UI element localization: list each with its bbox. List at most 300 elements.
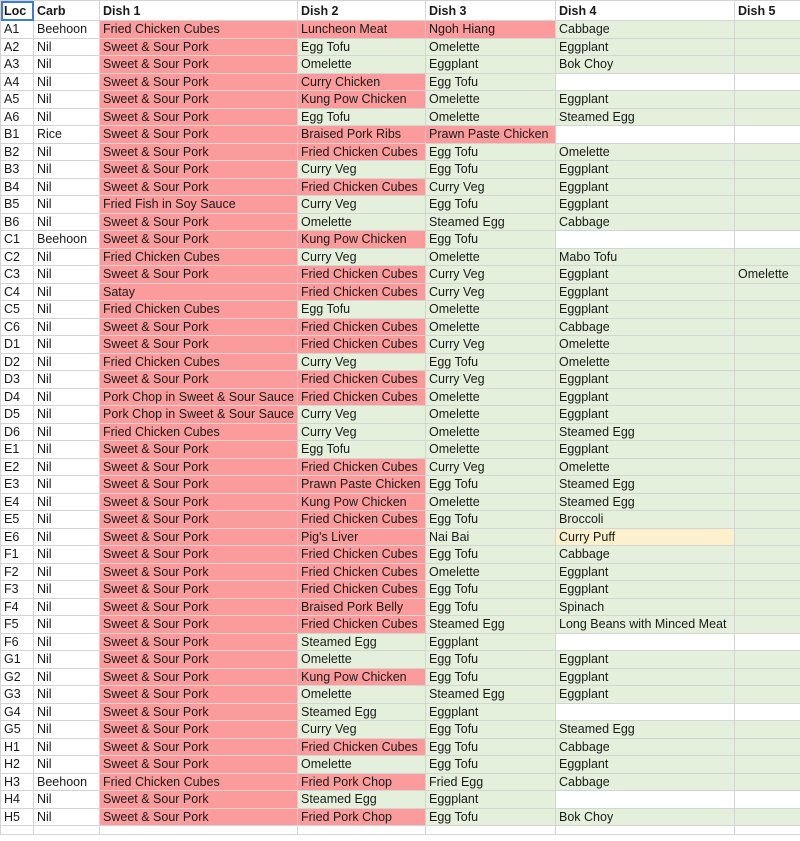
cell-loc[interactable]: G3 xyxy=(1,686,34,704)
cell-dish-1[interactable]: Fried Chicken Cubes xyxy=(100,353,298,371)
cell-carb[interactable]: Nil xyxy=(34,301,100,319)
cell-dish-3[interactable]: Egg Tofu xyxy=(426,73,556,91)
cell-dish-2[interactable]: Egg Tofu xyxy=(298,38,426,56)
cell-carb[interactable]: Nil xyxy=(34,808,100,826)
cell-dish-5[interactable] xyxy=(735,686,800,704)
cell-dish-2[interactable]: Curry Veg xyxy=(298,161,426,179)
cell-dish-2[interactable]: Fried Chicken Cubes xyxy=(298,738,426,756)
cell-dish-5[interactable] xyxy=(735,738,800,756)
cell-dish-2[interactable]: Kung Pow Chicken xyxy=(298,91,426,109)
cell-dish-4[interactable]: Omelette xyxy=(556,458,735,476)
cell-carb[interactable]: Nil xyxy=(34,476,100,494)
cell-loc[interactable]: F6 xyxy=(1,633,34,651)
cell-loc[interactable]: F1 xyxy=(1,546,34,564)
cell-carb[interactable]: Nil xyxy=(34,493,100,511)
cell-dish-3[interactable]: Egg Tofu xyxy=(426,161,556,179)
header-cell-dish-4[interactable]: Dish 4 xyxy=(556,1,735,21)
header-cell-dish-2[interactable]: Dish 2 xyxy=(298,1,426,21)
cell-dish-5[interactable] xyxy=(735,371,800,389)
cell-carb[interactable]: Nil xyxy=(34,458,100,476)
cell-dish-5[interactable] xyxy=(735,248,800,266)
cell-dish-4[interactable] xyxy=(556,231,735,249)
cell-loc[interactable]: B1 xyxy=(1,126,34,144)
cell-dish-4[interactable]: Eggplant xyxy=(556,283,735,301)
cell-dish-4[interactable]: Eggplant xyxy=(556,406,735,424)
cell-carb[interactable]: Nil xyxy=(34,248,100,266)
cell-loc[interactable]: C4 xyxy=(1,283,34,301)
cell-dish-2[interactable]: Curry Chicken xyxy=(298,73,426,91)
cell-dish-2[interactable]: Omelette xyxy=(298,651,426,669)
cell-dish-4[interactable]: Mabo Tofu xyxy=(556,248,735,266)
cell-loc[interactable]: E3 xyxy=(1,476,34,494)
cell-dish-3[interactable]: Steamed Egg xyxy=(426,616,556,634)
cell-dish-1[interactable]: Sweet & Sour Pork xyxy=(100,703,298,721)
cell-dish-5[interactable] xyxy=(735,213,800,231)
cell-loc[interactable]: E6 xyxy=(1,528,34,546)
cell-dish-1[interactable]: Fried Chicken Cubes xyxy=(100,248,298,266)
cell-loc[interactable]: A4 xyxy=(1,73,34,91)
cell-dish-4[interactable]: Eggplant xyxy=(556,388,735,406)
cell-dish-1[interactable]: Sweet & Sour Pork xyxy=(100,616,298,634)
cell-dish-3[interactable]: Curry Veg xyxy=(426,336,556,354)
cell-dish-1[interactable]: Sweet & Sour Pork xyxy=(100,563,298,581)
cell-dish-5[interactable] xyxy=(735,511,800,529)
cell-dish-5[interactable] xyxy=(735,563,800,581)
cell-dish-4[interactable]: Cabbage xyxy=(556,546,735,564)
cell-loc[interactable]: H5 xyxy=(1,808,34,826)
cell-dish-4[interactable]: Eggplant xyxy=(556,161,735,179)
cell-carb[interactable]: Nil xyxy=(34,56,100,74)
cell-dish-5[interactable] xyxy=(735,126,800,144)
cell-dish-4[interactable]: Steamed Egg xyxy=(556,108,735,126)
cell-dish-4[interactable] xyxy=(556,791,735,809)
header-cell-dish-3[interactable]: Dish 3 xyxy=(426,1,556,21)
cell-carb[interactable]: Nil xyxy=(34,213,100,231)
cell-loc[interactable]: A5 xyxy=(1,91,34,109)
cell-dish-4[interactable]: Steamed Egg xyxy=(556,493,735,511)
cell-dish-2[interactable]: Fried Chicken Cubes xyxy=(298,511,426,529)
cell-loc[interactable]: A3 xyxy=(1,56,34,74)
cell-dish-1[interactable]: Sweet & Sour Pork xyxy=(100,213,298,231)
cell-dish-2[interactable]: Curry Veg xyxy=(298,721,426,739)
cell-dish-4[interactable]: Bok Choy xyxy=(556,56,735,74)
cell-dish-5[interactable] xyxy=(735,773,800,791)
cell-dish-1[interactable]: Sweet & Sour Pork xyxy=(100,528,298,546)
cell-dish-2[interactable]: Fried Chicken Cubes xyxy=(298,458,426,476)
cell-dish-5[interactable] xyxy=(735,458,800,476)
header-cell-loc[interactable]: Loc xyxy=(1,1,34,21)
cell-dish-1[interactable]: Sweet & Sour Pork xyxy=(100,126,298,144)
cell-dish-1[interactable]: Sweet & Sour Pork xyxy=(100,371,298,389)
cell-dish-4[interactable]: Eggplant xyxy=(556,301,735,319)
cell-loc[interactable]: C2 xyxy=(1,248,34,266)
cell-dish-2[interactable]: Fried Chicken Cubes xyxy=(298,616,426,634)
cell-loc[interactable]: H3 xyxy=(1,773,34,791)
cell-dish-3[interactable]: Fried Egg xyxy=(426,773,556,791)
empty-cell[interactable] xyxy=(298,826,426,835)
cell-dish-1[interactable]: Fried Chicken Cubes xyxy=(100,21,298,39)
cell-dish-2[interactable]: Fried Pork Chop xyxy=(298,773,426,791)
cell-loc[interactable]: E4 xyxy=(1,493,34,511)
cell-dish-2[interactable]: Fried Chicken Cubes xyxy=(298,283,426,301)
cell-dish-5[interactable] xyxy=(735,143,800,161)
cell-dish-5[interactable] xyxy=(735,196,800,214)
cell-dish-1[interactable]: Sweet & Sour Pork xyxy=(100,546,298,564)
cell-dish-3[interactable]: Steamed Egg xyxy=(426,213,556,231)
cell-dish-5[interactable] xyxy=(735,178,800,196)
cell-carb[interactable]: Nil xyxy=(34,598,100,616)
cell-carb[interactable]: Nil xyxy=(34,686,100,704)
cell-dish-4[interactable] xyxy=(556,73,735,91)
cell-dish-2[interactable]: Curry Veg xyxy=(298,353,426,371)
cell-dish-2[interactable]: Omelette xyxy=(298,56,426,74)
cell-dish-4[interactable]: Steamed Egg xyxy=(556,423,735,441)
cell-carb[interactable]: Nil xyxy=(34,511,100,529)
cell-dish-3[interactable]: Egg Tofu xyxy=(426,738,556,756)
cell-loc[interactable]: E2 xyxy=(1,458,34,476)
cell-loc[interactable]: F3 xyxy=(1,581,34,599)
cell-dish-4[interactable]: Omelette xyxy=(556,336,735,354)
cell-dish-4[interactable]: Broccoli xyxy=(556,511,735,529)
cell-loc[interactable]: F5 xyxy=(1,616,34,634)
cell-carb[interactable]: Nil xyxy=(34,161,100,179)
cell-dish-4[interactable]: Steamed Egg xyxy=(556,476,735,494)
cell-carb[interactable]: Nil xyxy=(34,528,100,546)
cell-dish-5[interactable] xyxy=(735,388,800,406)
cell-dish-5[interactable] xyxy=(735,616,800,634)
cell-dish-3[interactable]: Ngoh Hiang xyxy=(426,21,556,39)
cell-dish-2[interactable]: Fried Chicken Cubes xyxy=(298,388,426,406)
cell-dish-4[interactable]: Eggplant xyxy=(556,581,735,599)
cell-dish-3[interactable]: Omelette xyxy=(426,406,556,424)
cell-dish-2[interactable]: Fried Pork Chop xyxy=(298,808,426,826)
cell-dish-5[interactable] xyxy=(735,73,800,91)
cell-carb[interactable]: Beehoon xyxy=(34,231,100,249)
cell-carb[interactable]: Nil xyxy=(34,738,100,756)
cell-dish-4[interactable]: Eggplant xyxy=(556,38,735,56)
cell-loc[interactable]: B3 xyxy=(1,161,34,179)
cell-dish-5[interactable]: Omelette xyxy=(735,266,800,284)
cell-loc[interactable]: A1 xyxy=(1,21,34,39)
cell-dish-3[interactable]: Steamed Egg xyxy=(426,686,556,704)
cell-dish-3[interactable]: Omelette xyxy=(426,441,556,459)
cell-dish-5[interactable] xyxy=(735,423,800,441)
cell-dish-3[interactable]: Curry Veg xyxy=(426,178,556,196)
cell-dish-2[interactable]: Luncheon Meat xyxy=(298,21,426,39)
cell-dish-1[interactable]: Sweet & Sour Pork xyxy=(100,178,298,196)
cell-dish-1[interactable]: Sweet & Sour Pork xyxy=(100,161,298,179)
cell-loc[interactable]: D4 xyxy=(1,388,34,406)
cell-dish-1[interactable]: Fried Chicken Cubes xyxy=(100,773,298,791)
cell-dish-2[interactable]: Omelette xyxy=(298,756,426,774)
cell-loc[interactable]: B5 xyxy=(1,196,34,214)
cell-dish-4[interactable]: Cabbage xyxy=(556,21,735,39)
cell-dish-2[interactable]: Egg Tofu xyxy=(298,441,426,459)
cell-dish-4[interactable]: Cabbage xyxy=(556,318,735,336)
cell-dish-2[interactable]: Fried Chicken Cubes xyxy=(298,178,426,196)
cell-dish-5[interactable] xyxy=(735,301,800,319)
cell-dish-3[interactable]: Eggplant xyxy=(426,703,556,721)
empty-cell[interactable] xyxy=(556,826,735,835)
cell-dish-1[interactable]: Sweet & Sour Pork xyxy=(100,598,298,616)
cell-dish-3[interactable]: Egg Tofu xyxy=(426,476,556,494)
cell-carb[interactable]: Nil xyxy=(34,441,100,459)
cell-loc[interactable]: C6 xyxy=(1,318,34,336)
cell-dish-5[interactable] xyxy=(735,353,800,371)
cell-dish-4[interactable]: Cabbage xyxy=(556,738,735,756)
cell-carb[interactable]: Rice xyxy=(34,126,100,144)
cell-dish-5[interactable] xyxy=(735,668,800,686)
cell-dish-2[interactable]: Fried Chicken Cubes xyxy=(298,546,426,564)
cell-loc[interactable]: H4 xyxy=(1,791,34,809)
cell-dish-3[interactable]: Omelette xyxy=(426,248,556,266)
cell-dish-4[interactable]: Omelette xyxy=(556,143,735,161)
cell-dish-3[interactable]: Omelette xyxy=(426,108,556,126)
cell-dish-1[interactable]: Sweet & Sour Pork xyxy=(100,56,298,74)
cell-dish-1[interactable]: Sweet & Sour Pork xyxy=(100,38,298,56)
cell-dish-1[interactable]: Sweet & Sour Pork xyxy=(100,73,298,91)
cell-dish-4[interactable]: Eggplant xyxy=(556,563,735,581)
cell-dish-2[interactable]: Steamed Egg xyxy=(298,703,426,721)
cell-dish-1[interactable]: Sweet & Sour Pork xyxy=(100,756,298,774)
cell-dish-3[interactable]: Egg Tofu xyxy=(426,651,556,669)
header-cell-carb[interactable]: Carb xyxy=(34,1,100,21)
cell-dish-3[interactable]: Omelette xyxy=(426,301,556,319)
cell-dish-1[interactable]: Sweet & Sour Pork xyxy=(100,91,298,109)
empty-cell[interactable] xyxy=(100,826,298,835)
cell-dish-5[interactable] xyxy=(735,808,800,826)
cell-dish-4[interactable]: Omelette xyxy=(556,353,735,371)
cell-dish-4[interactable]: Long Beans with Minced Meat xyxy=(556,616,735,634)
cell-dish-4[interactable]: Eggplant xyxy=(556,686,735,704)
cell-dish-3[interactable]: Egg Tofu xyxy=(426,231,556,249)
cell-carb[interactable]: Nil xyxy=(34,353,100,371)
cell-dish-4[interactable]: Cabbage xyxy=(556,773,735,791)
cell-dish-5[interactable] xyxy=(735,791,800,809)
cell-dish-5[interactable] xyxy=(735,56,800,74)
cell-dish-3[interactable]: Omelette xyxy=(426,493,556,511)
cell-carb[interactable]: Nil xyxy=(34,266,100,284)
cell-dish-1[interactable]: Sweet & Sour Pork xyxy=(100,633,298,651)
cell-loc[interactable]: A2 xyxy=(1,38,34,56)
cell-dish-3[interactable]: Egg Tofu xyxy=(426,353,556,371)
cell-carb[interactable]: Nil xyxy=(34,791,100,809)
header-cell-dish-5[interactable]: Dish 5 xyxy=(735,1,800,21)
cell-dish-5[interactable] xyxy=(735,581,800,599)
cell-carb[interactable]: Nil xyxy=(34,616,100,634)
cell-dish-5[interactable] xyxy=(735,441,800,459)
cell-dish-2[interactable]: Fried Chicken Cubes xyxy=(298,581,426,599)
cell-dish-2[interactable]: Egg Tofu xyxy=(298,301,426,319)
cell-loc[interactable]: C3 xyxy=(1,266,34,284)
cell-dish-4[interactable]: Curry Puff xyxy=(556,528,735,546)
cell-dish-4[interactable]: Spinach xyxy=(556,598,735,616)
cell-dish-3[interactable]: Omelette xyxy=(426,38,556,56)
cell-carb[interactable]: Nil xyxy=(34,143,100,161)
cell-carb[interactable]: Nil xyxy=(34,703,100,721)
cell-dish-5[interactable] xyxy=(735,721,800,739)
cell-carb[interactable]: Nil xyxy=(34,38,100,56)
cell-dish-2[interactable]: Omelette xyxy=(298,686,426,704)
cell-dish-1[interactable]: Sweet & Sour Pork xyxy=(100,791,298,809)
cell-loc[interactable]: H1 xyxy=(1,738,34,756)
cell-dish-4[interactable]: Bok Choy xyxy=(556,808,735,826)
cell-dish-2[interactable]: Fried Chicken Cubes xyxy=(298,318,426,336)
cell-dish-5[interactable] xyxy=(735,283,800,301)
cell-carb[interactable]: Nil xyxy=(34,721,100,739)
cell-dish-5[interactable] xyxy=(735,493,800,511)
cell-dish-3[interactable]: Egg Tofu xyxy=(426,668,556,686)
cell-dish-2[interactable]: Curry Veg xyxy=(298,423,426,441)
cell-carb[interactable]: Nil xyxy=(34,196,100,214)
cell-dish-2[interactable]: Curry Veg xyxy=(298,248,426,266)
cell-loc[interactable]: D5 xyxy=(1,406,34,424)
cell-dish-1[interactable]: Sweet & Sour Pork xyxy=(100,476,298,494)
cell-carb[interactable]: Beehoon xyxy=(34,21,100,39)
cell-dish-5[interactable] xyxy=(735,651,800,669)
cell-dish-2[interactable]: Curry Veg xyxy=(298,406,426,424)
cell-dish-5[interactable] xyxy=(735,756,800,774)
cell-carb[interactable]: Nil xyxy=(34,423,100,441)
cell-loc[interactable]: B4 xyxy=(1,178,34,196)
cell-dish-2[interactable]: Pig's Liver xyxy=(298,528,426,546)
cell-dish-1[interactable]: Sweet & Sour Pork xyxy=(100,651,298,669)
cell-dish-5[interactable] xyxy=(735,21,800,39)
cell-dish-2[interactable]: Fried Chicken Cubes xyxy=(298,266,426,284)
cell-dish-5[interactable] xyxy=(735,546,800,564)
cell-dish-4[interactable]: Steamed Egg xyxy=(556,721,735,739)
cell-dish-1[interactable]: Fried Chicken Cubes xyxy=(100,423,298,441)
cell-loc[interactable]: G1 xyxy=(1,651,34,669)
cell-dish-1[interactable]: Sweet & Sour Pork xyxy=(100,231,298,249)
cell-dish-2[interactable]: Steamed Egg xyxy=(298,791,426,809)
cell-dish-2[interactable]: Steamed Egg xyxy=(298,633,426,651)
cell-dish-1[interactable]: Sweet & Sour Pork xyxy=(100,266,298,284)
cell-loc[interactable]: C5 xyxy=(1,301,34,319)
cell-dish-3[interactable]: Nai Bai xyxy=(426,528,556,546)
cell-carb[interactable]: Nil xyxy=(34,371,100,389)
cell-dish-3[interactable]: Egg Tofu xyxy=(426,546,556,564)
cell-dish-2[interactable]: Fried Chicken Cubes xyxy=(298,563,426,581)
cell-loc[interactable]: D1 xyxy=(1,336,34,354)
cell-dish-3[interactable]: Egg Tofu xyxy=(426,721,556,739)
cell-loc[interactable]: B6 xyxy=(1,213,34,231)
cell-carb[interactable]: Nil xyxy=(34,633,100,651)
cell-dish-4[interactable]: Eggplant xyxy=(556,196,735,214)
cell-dish-4[interactable]: Eggplant xyxy=(556,178,735,196)
cell-dish-2[interactable]: Braised Pork Ribs xyxy=(298,126,426,144)
header-cell-dish-1[interactable]: Dish 1 xyxy=(100,1,298,21)
empty-cell[interactable] xyxy=(34,826,100,835)
cell-dish-2[interactable]: Omelette xyxy=(298,213,426,231)
cell-dish-3[interactable]: Curry Veg xyxy=(426,371,556,389)
cell-dish-2[interactable]: Braised Pork Belly xyxy=(298,598,426,616)
cell-dish-4[interactable]: Eggplant xyxy=(556,756,735,774)
cell-dish-3[interactable]: Omelette xyxy=(426,388,556,406)
cell-loc[interactable]: E1 xyxy=(1,441,34,459)
cell-carb[interactable]: Nil xyxy=(34,108,100,126)
cell-dish-2[interactable]: Kung Pow Chicken xyxy=(298,668,426,686)
cell-dish-3[interactable]: Egg Tofu xyxy=(426,511,556,529)
cell-dish-5[interactable] xyxy=(735,528,800,546)
cell-dish-1[interactable]: Sweet & Sour Pork xyxy=(100,441,298,459)
cell-dish-1[interactable]: Sweet & Sour Pork xyxy=(100,581,298,599)
cell-loc[interactable]: G5 xyxy=(1,721,34,739)
cell-carb[interactable]: Nil xyxy=(34,318,100,336)
cell-carb[interactable]: Nil xyxy=(34,563,100,581)
cell-carb[interactable]: Beehoon xyxy=(34,773,100,791)
empty-cell[interactable] xyxy=(426,826,556,835)
cell-dish-3[interactable]: Egg Tofu xyxy=(426,808,556,826)
empty-cell[interactable] xyxy=(1,826,34,835)
cell-dish-2[interactable]: Fried Chicken Cubes xyxy=(298,371,426,389)
cell-dish-4[interactable]: Eggplant xyxy=(556,651,735,669)
cell-loc[interactable]: B2 xyxy=(1,143,34,161)
cell-dish-4[interactable]: Cabbage xyxy=(556,213,735,231)
cell-carb[interactable]: Nil xyxy=(34,668,100,686)
cell-dish-1[interactable]: Fried Chicken Cubes xyxy=(100,301,298,319)
cell-dish-5[interactable] xyxy=(735,336,800,354)
cell-loc[interactable]: E5 xyxy=(1,511,34,529)
cell-dish-5[interactable] xyxy=(735,633,800,651)
cell-dish-4[interactable]: Eggplant xyxy=(556,441,735,459)
cell-dish-2[interactable]: Curry Veg xyxy=(298,196,426,214)
cell-dish-1[interactable]: Sweet & Sour Pork xyxy=(100,808,298,826)
cell-carb[interactable]: Nil xyxy=(34,581,100,599)
cell-dish-5[interactable] xyxy=(735,598,800,616)
cell-dish-4[interactable]: Eggplant xyxy=(556,266,735,284)
cell-dish-3[interactable]: Egg Tofu xyxy=(426,196,556,214)
cell-dish-2[interactable]: Fried Chicken Cubes xyxy=(298,143,426,161)
cell-dish-1[interactable]: Pork Chop in Sweet & Sour Sauce xyxy=(100,388,298,406)
cell-loc[interactable]: F4 xyxy=(1,598,34,616)
cell-dish-2[interactable]: Prawn Paste Chicken xyxy=(298,476,426,494)
cell-dish-3[interactable]: Omelette xyxy=(426,423,556,441)
cell-dish-5[interactable] xyxy=(735,406,800,424)
cell-dish-1[interactable]: Sweet & Sour Pork xyxy=(100,493,298,511)
cell-loc[interactable]: H2 xyxy=(1,756,34,774)
cell-dish-3[interactable]: Omelette xyxy=(426,318,556,336)
cell-dish-1[interactable]: Pork Chop in Sweet & Sour Sauce xyxy=(100,406,298,424)
cell-dish-5[interactable] xyxy=(735,318,800,336)
cell-dish-3[interactable]: Eggplant xyxy=(426,56,556,74)
cell-dish-1[interactable]: Sweet & Sour Pork xyxy=(100,458,298,476)
cell-dish-5[interactable] xyxy=(735,161,800,179)
cell-carb[interactable]: Nil xyxy=(34,651,100,669)
cell-carb[interactable]: Nil xyxy=(34,756,100,774)
cell-loc[interactable]: G2 xyxy=(1,668,34,686)
cell-dish-4[interactable]: Eggplant xyxy=(556,668,735,686)
cell-carb[interactable]: Nil xyxy=(34,336,100,354)
cell-loc[interactable]: G4 xyxy=(1,703,34,721)
cell-dish-1[interactable]: Sweet & Sour Pork xyxy=(100,738,298,756)
cell-loc[interactable]: C1 xyxy=(1,231,34,249)
cell-dish-3[interactable]: Egg Tofu xyxy=(426,756,556,774)
cell-dish-4[interactable] xyxy=(556,126,735,144)
cell-loc[interactable]: A6 xyxy=(1,108,34,126)
cell-dish-1[interactable]: Satay xyxy=(100,283,298,301)
cell-loc[interactable]: D2 xyxy=(1,353,34,371)
cell-dish-3[interactable]: Curry Veg xyxy=(426,266,556,284)
cell-loc[interactable]: F2 xyxy=(1,563,34,581)
cell-dish-1[interactable]: Sweet & Sour Pork xyxy=(100,721,298,739)
cell-dish-1[interactable]: Sweet & Sour Pork xyxy=(100,668,298,686)
cell-dish-1[interactable]: Sweet & Sour Pork xyxy=(100,143,298,161)
cell-carb[interactable]: Nil xyxy=(34,283,100,301)
cell-carb[interactable]: Nil xyxy=(34,388,100,406)
cell-dish-1[interactable]: Sweet & Sour Pork xyxy=(100,318,298,336)
cell-dish-1[interactable]: Sweet & Sour Pork xyxy=(100,108,298,126)
